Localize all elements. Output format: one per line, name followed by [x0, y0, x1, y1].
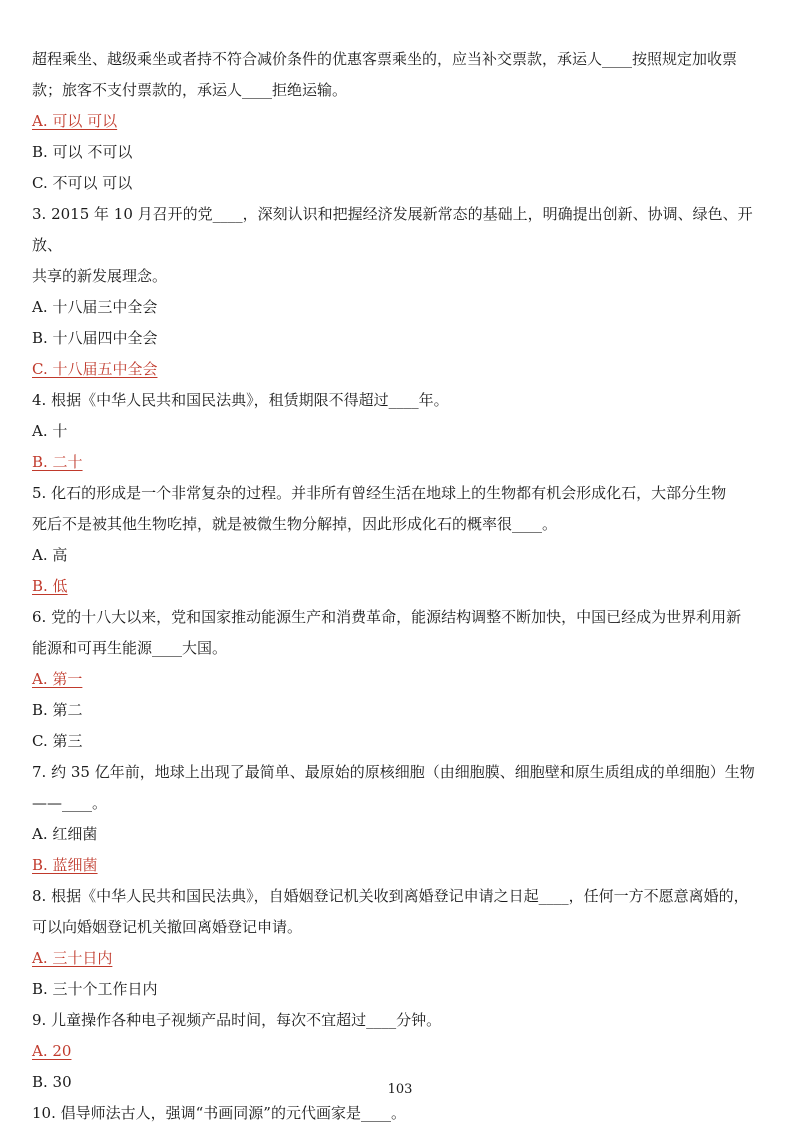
- question-stem-line: 死后不是被其他生物吃掉，就是被微生物分解掉，因此形成化石的概率很____。: [32, 515, 558, 533]
- question-stem-line: 5. 化石的形成是一个非常复杂的过程。并非所有曾经生活在地球上的生物都有机会形成化石，大部分生物: [32, 484, 727, 502]
- question-stem-line: 4. 根据《中华人民共和国民法典》，租赁期限不得超过____年。: [32, 391, 449, 409]
- option: A. 红细菌: [32, 825, 98, 843]
- question-stem-line: 6. 党的十八大以来，党和国家推动能源生产和消费革命，能源结构调整不断加快，中国已经成为世界利用新: [32, 608, 742, 626]
- option: A. 十: [32, 422, 68, 440]
- option-correct: A. 20: [32, 1042, 72, 1060]
- option-correct: B. 二十: [32, 453, 83, 471]
- question-5: [32, 478, 782, 602]
- question-stem-line: 7. 约 35 亿年前，地球上出现了最简单、最原始的原核细胞（由细胞膜、细胞壁和原生质组成的单细胞）生物: [32, 763, 755, 781]
- option-correct: A. 第一: [32, 670, 83, 688]
- option-correct: A. 三十日内: [32, 949, 113, 967]
- document-page: [32, 44, 782, 1129]
- option: B. 十八届四中全会: [32, 329, 158, 347]
- question-10: [32, 1098, 782, 1129]
- option-correct: A. 可以 可以: [32, 112, 118, 130]
- option-correct: B. 蓝细菌: [32, 856, 98, 874]
- question-intro: [32, 44, 782, 199]
- option-correct: B. 低: [32, 577, 68, 595]
- question-stem-line: 超程乘坐、越级乘坐或者持不符合减价条件的优惠客票乘坐的，应当补交票款，承运人____按照规定加收票: [32, 50, 738, 68]
- option: A. 十八届三中全会: [32, 298, 158, 316]
- question-stem-line: 3. 2015 年 10 月召开的党____，深刻认识和把握经济发展新常态的基础上，明确提出创新、协调、绿色、开放、: [32, 205, 753, 254]
- option: C. 第三: [32, 732, 83, 750]
- question-stem-line: 10. 倡导师法古人，强调“书画同源”的元代画家是____。: [32, 1104, 406, 1122]
- question-stem-line: 款；旅客不支付票款的，承运人____拒绝运输。: [32, 81, 348, 99]
- question-stem-line: 8. 根据《中华人民共和国民法典》，自婚姻登记机关收到离婚登记申请之日起____，任何一方不愿意离婚的，: [32, 887, 749, 905]
- option: B. 可以 不可以: [32, 143, 133, 161]
- question-stem-line: 共享的新发展理念。: [32, 267, 168, 285]
- question-3: [32, 199, 782, 385]
- question-7: [32, 757, 782, 881]
- question-stem-line: 能源和可再生能源____大国。: [32, 639, 228, 657]
- option: A. 高: [32, 546, 68, 564]
- option: C. 不可以 可以: [32, 174, 133, 192]
- question-stem-line: 9. 儿童操作各种电子视频产品时间，每次不宜超过____分钟。: [32, 1011, 442, 1029]
- option: B. 30: [32, 1073, 72, 1091]
- option: B. 第二: [32, 701, 83, 719]
- option: B. 三十个工作日内: [32, 980, 158, 998]
- question-stem-line: ——____。: [32, 794, 108, 812]
- question-8: [32, 881, 782, 1005]
- question-stem-line: 可以向婚姻登记机关撤回离婚登记申请。: [32, 918, 303, 936]
- option-correct: C. 十八届五中全会: [32, 360, 158, 378]
- question-4: [32, 385, 782, 478]
- page-number: 103: [387, 1082, 413, 1097]
- question-6: [32, 602, 782, 757]
